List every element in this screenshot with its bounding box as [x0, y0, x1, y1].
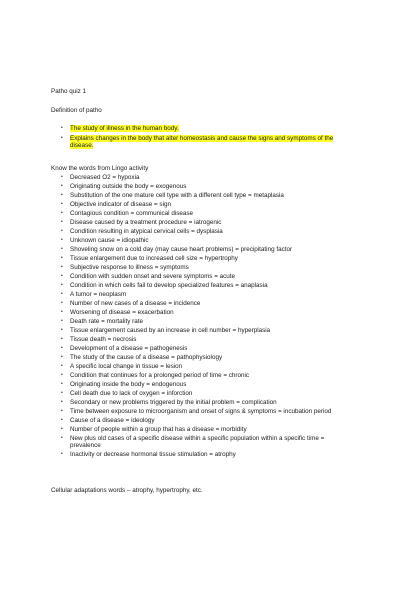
bullet-icon: •: [61, 425, 63, 432]
highlighted-text: Explains changes in the body that alter homeostasis and cause the signs and symptoms of the disease.: [70, 134, 334, 150]
vocab-item: [51, 201, 351, 209]
definition-heading: Definition of patho: [51, 107, 102, 114]
vocab-item: [51, 381, 351, 389]
bullet-icon: •: [61, 353, 63, 360]
vocab-item: [51, 451, 351, 459]
vocab-item: [51, 219, 351, 227]
vocab-item: [51, 273, 351, 281]
bullet-icon: •: [61, 398, 63, 405]
vocab-item-text: Originating outside the body = exogenous: [70, 182, 187, 190]
vocab-item-text: Condition in which cells fail to develop specialized features = anaplasia: [70, 281, 268, 289]
bullet-icon: •: [61, 191, 63, 198]
bullet-icon: •: [61, 218, 63, 225]
vocab-item-text: Shoveling snow on a cold day (may cause heart problems) = precipitating factor: [70, 245, 293, 253]
vocab-item-text: Originating inside the body = endogenous: [70, 380, 187, 388]
vocab-item-text: The study of the cause of a disease = pathophysiology: [70, 353, 223, 361]
vocab-item-text: Inactivity or decrease hormonal tissue stimulation = atrophy: [70, 451, 236, 459]
vocab-item-text: Subjective response to illness = symptoms: [70, 263, 189, 271]
vocab-item: [51, 390, 351, 398]
vocab-item: [51, 291, 351, 299]
vocab-item: [51, 237, 351, 245]
bullet-icon: •: [61, 344, 63, 351]
bullet-icon: •: [61, 308, 63, 315]
vocab-item-text: Secondary or new problems triggered by the initial problem = complication: [70, 398, 277, 406]
vocab-item-text: Cell death due to lack of oxygen = inforction: [70, 389, 193, 397]
vocab-item-text: Development of a disease = pathogenesis: [70, 344, 188, 352]
bullet-icon: •: [61, 362, 63, 369]
vocab-item-text: Disease caused by a treatment procedure = iatrogenic: [70, 218, 222, 226]
vocab-item-text: Tissue death = necrosis: [70, 335, 137, 343]
vocab-item-text: Number of new cases of a disease = incidence: [70, 299, 201, 307]
bullet-icon: •: [61, 227, 63, 234]
document-title: Patho quiz 1: [51, 88, 87, 95]
vocab-item-text: Worsening of disease = exacerbation: [70, 308, 174, 316]
bullet-icon: •: [61, 209, 63, 216]
vocab-item: [51, 399, 351, 407]
bullet-icon: •: [61, 254, 63, 261]
bullet-icon: •: [61, 326, 63, 333]
bullet-icon: •: [61, 200, 63, 207]
vocab-item: [51, 336, 351, 344]
vocab-item: [51, 354, 351, 362]
vocab-item: [51, 408, 351, 416]
vocab-item: [51, 372, 351, 380]
vocab-item: [51, 318, 351, 326]
vocab-item: [51, 210, 351, 218]
vocab-item-text: New plus old cases of a specific disease within a specific population within a specific time = prevalence: [70, 434, 325, 450]
bullet-icon: •: [61, 335, 63, 342]
vocab-item: [51, 417, 351, 425]
bullet-icon: •: [61, 407, 63, 414]
bullet-icon: •: [61, 134, 63, 141]
bullet-icon: •: [61, 245, 63, 252]
definition-list: [51, 125, 351, 152]
bullet-icon: •: [61, 290, 63, 297]
vocab-item: [51, 309, 351, 317]
vocab-item-text: Death rate = mortality rate: [70, 317, 143, 325]
bullet-icon: •: [61, 434, 63, 441]
vocab-item: [51, 255, 351, 263]
bullet-icon: •: [61, 125, 63, 131]
definition-item: [51, 135, 351, 150]
bullet-icon: •: [61, 371, 63, 378]
bullet-icon: •: [61, 173, 63, 180]
vocab-item-text: Tissue enlargement due to increased cell size = hypertrophy: [70, 254, 238, 262]
bullet-icon: •: [61, 263, 63, 270]
vocab-item: [51, 300, 351, 308]
vocab-item-text: Condition that continues for a prolonged period of time = chronic: [70, 371, 250, 379]
vocab-item-text: Substitution of the one mature cell type with a different cell type = metaplasia: [70, 191, 284, 199]
vocab-item-text: A specific local change in tissue = lesion: [70, 362, 183, 370]
bullet-icon: •: [61, 380, 63, 387]
vocab-item: [51, 345, 351, 353]
vocab-item: [51, 363, 351, 371]
bullet-icon: •: [61, 281, 63, 288]
cellular-adaptations-line: Cellular adaptations words – atrophy, hypertrophy, etc.: [51, 487, 203, 494]
vocab-item: [51, 246, 351, 254]
vocab-item: [51, 435, 351, 451]
bullet-icon: •: [61, 416, 63, 423]
highlighted-text: The study of illness in the human body.: [70, 125, 179, 132]
vocab-list: [51, 174, 351, 461]
bullet-icon: •: [61, 317, 63, 324]
vocab-item: [51, 228, 351, 236]
bullet-icon: •: [61, 272, 63, 279]
vocab-item-text: Tissue enlargement caused by an increase in cell number = hyperplasia: [70, 326, 271, 334]
vocab-item-text: A tumor = neoplasm: [70, 290, 127, 298]
vocab-item: [51, 327, 351, 335]
lingo-heading: Know the words from Lingo activity: [51, 165, 149, 172]
vocab-item-text: Number of people within a group that has a disease = morbidity: [70, 425, 247, 433]
bullet-icon: •: [61, 236, 63, 243]
vocab-item-text: Condition with sudden onset and severe symptoms = acute: [70, 272, 236, 280]
vocab-item-text: Condition resulting in atypical cervical cells = dysplasia: [70, 227, 223, 235]
vocab-item: [51, 426, 351, 434]
vocab-item: [51, 192, 351, 200]
vocab-item: [51, 183, 351, 191]
vocab-item-text: Cause of a disease = ideology: [70, 416, 155, 424]
vocab-item-text: Objective indicator of disease = sign: [70, 200, 171, 208]
bullet-icon: •: [61, 389, 63, 396]
vocab-item: [51, 264, 351, 272]
definition-item: [51, 125, 351, 133]
vocab-item-text: Time between exposure to microorganism and onset of signs & symptoms = incubation period: [70, 407, 332, 415]
bullet-icon: •: [61, 182, 63, 189]
vocab-item-text: Decreased O2 = hypoxia: [70, 173, 140, 181]
bullet-icon: •: [61, 299, 63, 306]
vocab-item-text: Unknown cause = idiopathic: [70, 236, 149, 244]
vocab-item: [51, 174, 351, 182]
vocab-item: [51, 282, 351, 290]
bullet-icon: •: [61, 451, 63, 458]
vocab-item-text: Contagious condition = communical disease: [70, 209, 194, 217]
